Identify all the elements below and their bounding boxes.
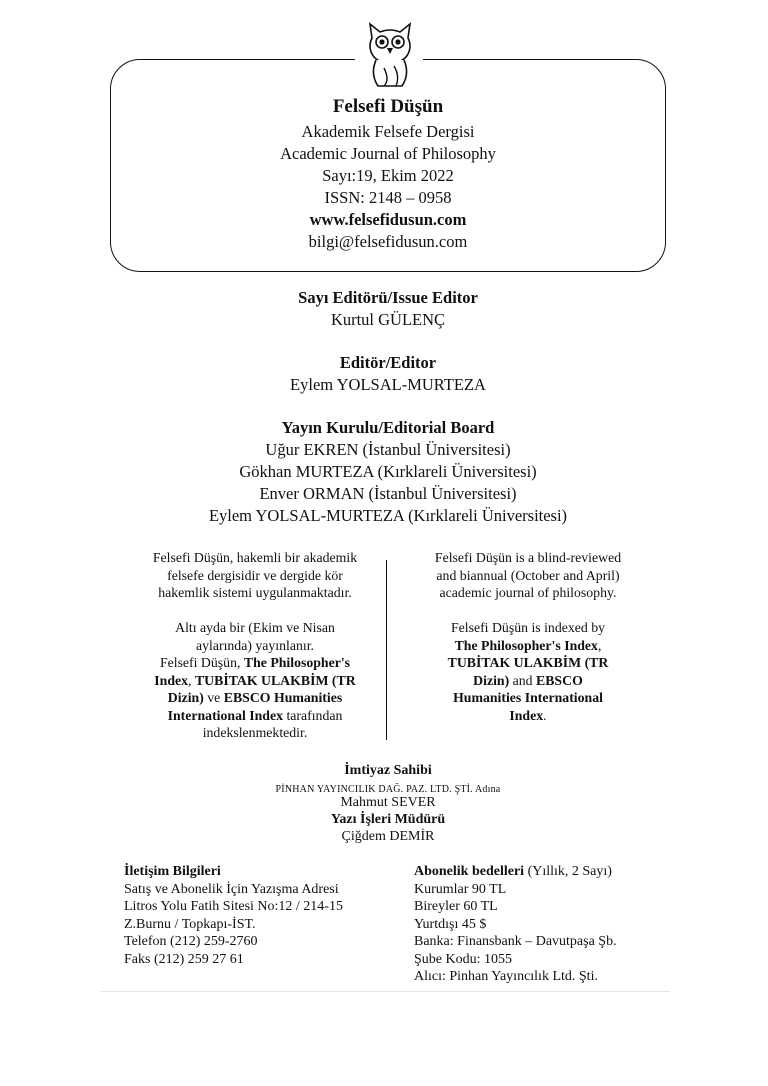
info-tr-line: felsefe dergisidir ve dergide kör	[167, 567, 343, 583]
contact-heading: İletişim Bilgileri	[124, 864, 221, 879]
subscription-line: Yurtdışı 45 $	[414, 916, 487, 932]
subscription-block	[414, 863, 694, 986]
info-tr-line: Felsefi Düşün, The Philosopher's	[159, 655, 351, 670]
subscription-line: Alıcı: Pinhan Yayıncılık Ltd. Şti.	[414, 969, 598, 984]
footer-divider	[100, 991, 670, 992]
contact-line: Z.Burnu / Topkapı-İST.	[124, 916, 256, 932]
contact-line: Satış ve Abonelik İçin Yazışma Adresi	[124, 881, 339, 897]
info-en-line: Felsefi Düşün is indexed by	[450, 620, 606, 635]
subscription-line: Kurumlar 90 TL	[414, 881, 507, 897]
info-en-line: Dizin) and EBSCO	[473, 672, 583, 688]
manager-heading: Yazı İşleri Müdürü	[330, 812, 446, 827]
journal-subtitle-tr: Akademik Felsefe Dergisi	[301, 122, 475, 141]
issue-editor-name: Kurtul GÜLENÇ	[330, 310, 446, 329]
board-member: Eylem YOLSAL-MURTEZA (Kırklareli Üniversitesi)	[208, 506, 568, 525]
info-tr-line: Dizin) ve EBSCO Humanities	[167, 690, 343, 705]
board-member: Uğur EKREN (İstanbul Üniversitesi)	[265, 440, 511, 459]
journal-title: Felsefi Düşün	[332, 96, 444, 117]
contact-line: Litros Yolu Fatih Sitesi No:12 / 214-15	[124, 899, 343, 914]
info-en-line: Humanities International	[453, 690, 603, 705]
owner-heading: İmtiyaz Sahibi	[344, 763, 432, 778]
editor-heading: Editör/Editor	[339, 353, 437, 372]
info-tr-line: International Index tarafından	[167, 707, 343, 723]
board-member: Gökhan MURTEZA (Kırklareli Üniversitesi)	[239, 462, 537, 481]
owl-logo-icon	[364, 18, 416, 90]
info-en-line: and biannual (October and April)	[436, 567, 620, 583]
journal-email-link[interactable]: bilgi@felsefidusun.com	[308, 232, 468, 251]
info-tr-line: Index, TUBİTAK ULAKBİM (TR	[154, 672, 356, 688]
subscription-line: Bireyler 60 TL	[414, 899, 498, 914]
info-tr-column	[120, 549, 390, 742]
info-en-line: Felsefi Düşün is a blind-reviewed	[434, 550, 622, 565]
journal-website-link[interactable]: www.felsefidusun.com	[309, 210, 467, 229]
info-en-line: TUBİTAK ULAKBİM (TR	[447, 655, 609, 670]
subscription-line: Şube Kodu: 1055	[414, 951, 512, 967]
editor-name: Eylem YOLSAL-MURTEZA	[290, 375, 486, 394]
owner-company: PİNHAN YAYINCILIK DAĞ. PAZ. LTD. ŞTİ. Adına	[275, 784, 501, 795]
board-heading: Yayın Kurulu/Editorial Board	[281, 418, 495, 437]
info-tr-line: hakemlik sistemi uygulanmaktadır.	[158, 585, 352, 600]
subscription-line: Banka: Finansbank – Davutpaşa Şb.	[414, 934, 617, 949]
manager-name: Çiğdem DEMİR	[341, 829, 435, 844]
journal-issn: ISSN: 2148 – 0958	[324, 188, 452, 207]
info-tr-line: aylarında) yayınlanır.	[196, 637, 314, 653]
contact-block	[124, 863, 414, 968]
info-en-line: Index.	[509, 707, 547, 723]
info-en-line: academic journal of philosophy.	[439, 585, 617, 600]
journal-issue: Sayı:19, Ekim 2022	[322, 166, 454, 185]
subscription-heading: Abonelik bedelleri (Yıllık, 2 Sayı)	[414, 864, 612, 879]
info-tr-line: indekslenmektedir.	[202, 725, 308, 740]
issue-editor-heading: Sayı Editörü/Issue Editor	[298, 288, 478, 307]
info-en-column	[404, 549, 652, 724]
info-tr-line: Altı ayda bir (Ekim ve Nisan	[175, 620, 335, 635]
info-en-line: The Philosopher's Index,	[454, 637, 602, 653]
contact-line: Faks (212) 259 27 61	[124, 951, 244, 967]
board-member: Enver ORMAN (İstanbul Üniversitesi)	[259, 484, 517, 503]
owner-name: Mahmut SEVER	[340, 795, 436, 810]
contact-line: Telefon (212) 259-2760	[124, 934, 258, 949]
journal-subtitle-en: Academic Journal of Philosophy	[280, 144, 496, 163]
info-tr-line: Felsefi Düşün, hakemli bir akademik	[152, 550, 358, 565]
